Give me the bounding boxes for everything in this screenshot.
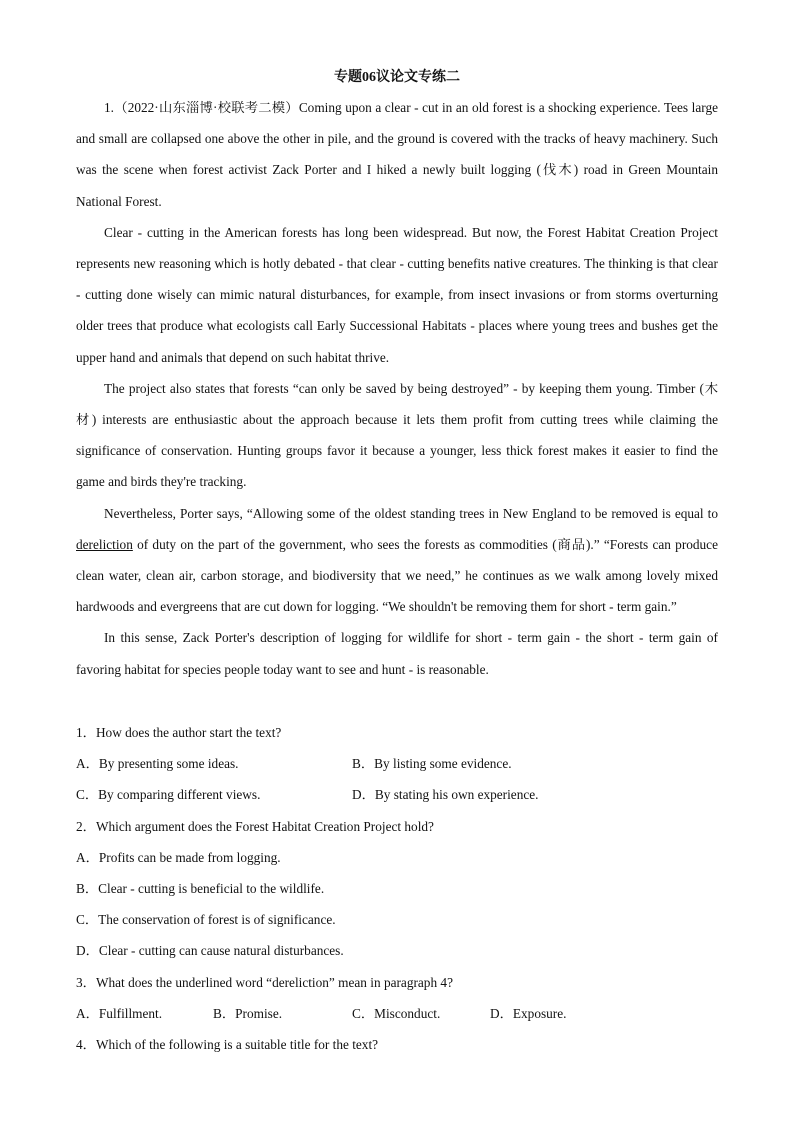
- question-2-option-d: D．Clear - cutting can cause natural disturbances.: [76, 943, 344, 958]
- question-1-stem: 1．How does the author start the text?: [76, 725, 282, 740]
- question-2-option-b: B．Clear - cutting is beneficial to the wildlife.: [76, 881, 325, 896]
- question-3-option-a: A．Fulfillment.: [76, 1006, 163, 1021]
- question-2-stem: 2．Which argument does the Forest Habitat Creation Project hold?: [76, 819, 434, 834]
- passage: [76, 92, 718, 685]
- question-1-option-a: A．By presenting some ideas.: [76, 756, 239, 771]
- question-3-option-b: B．Promise.: [213, 1006, 283, 1021]
- paragraph-2: Clear - cutting in the American forests has long been widespread. But now, the Forest Habitat Creation Project represents new reasoning which is hotly debated - that clear - cutting benefits native creatures. The thinking is that clear - cutting done wisely can mimic natural disturbances, for example, from insect invasions or from storms overturning older trees that produce what ecologists call Early Successional Habitats - places where young trees and bushes get the upper hand and animals that depend on such habitat thrive.: [76, 224, 718, 365]
- page-title: 专题06议论文专练二: [334, 70, 460, 85]
- paragraph-5: In this sense, Zack Porter's description of logging for wildlife for short - term gain - the short - term gain of favoring habitat for species people today want to see and hunt - is reasonable.: [76, 630, 718, 677]
- paragraph-4: [76, 498, 718, 623]
- paragraph-4-end: of duty on the part of the government, who sees the forests as commodities (商品).” “Forests can produce clean water, clean air, carbon storage, and biodiversity that we need,” he continues as we walk among lovely mixed hardwoods and evergreens that are cut down for logging. “We shouldn't be removing them for short - term gain.”: [76, 536, 718, 615]
- question-3-option-c: C．Misconduct.: [352, 1006, 441, 1021]
- underlined-word: dereliction: [76, 536, 133, 552]
- question-1-option-c: C．By comparing different views.: [76, 787, 261, 802]
- paragraph-1: 1.（2022·山东淄博·校联考二模）Coming upon a clear - cut in an old forest is a shocking experience. Tees large and small are collapsed one above the other in pile, and the ground is covered with the tracks of heavy machinery. Such was the scene when forest activist Zack Porter and I hiked a newly built logging (伐木) road in Green Mountain National Forest.: [76, 100, 718, 209]
- question-4-stem: 4．Which of the following is a suitable title for the text?: [76, 1037, 379, 1052]
- question-2-option-c: C．The conservation of forest is of significance.: [76, 912, 336, 927]
- paragraph-4-start: Nevertheless, Porter says, “Allowing some of the oldest standing trees in New England to be removed is equal to: [104, 505, 718, 521]
- question-1-option-b: B．By listing some evidence.: [352, 756, 512, 771]
- question-3-option-d: D．Exposure.: [490, 1006, 567, 1021]
- question-2-option-a: A．Profits can be made from logging.: [76, 850, 281, 865]
- question-3-stem: 3．What does the underlined word “dereliction” mean in paragraph 4?: [76, 975, 453, 990]
- question-1-option-d: D．By stating his own experience.: [352, 787, 539, 802]
- paragraph-3: The project also states that forests “can only be saved by being destroyed” - by keeping them young. Timber (木材) interests are enthusiastic about the approach because it lets them profit from cutting trees while claiming the significance of conservation. Hunting groups favor it because a younger, less thick forest makes it easier to find the game and birds they're tracking.: [76, 380, 718, 490]
